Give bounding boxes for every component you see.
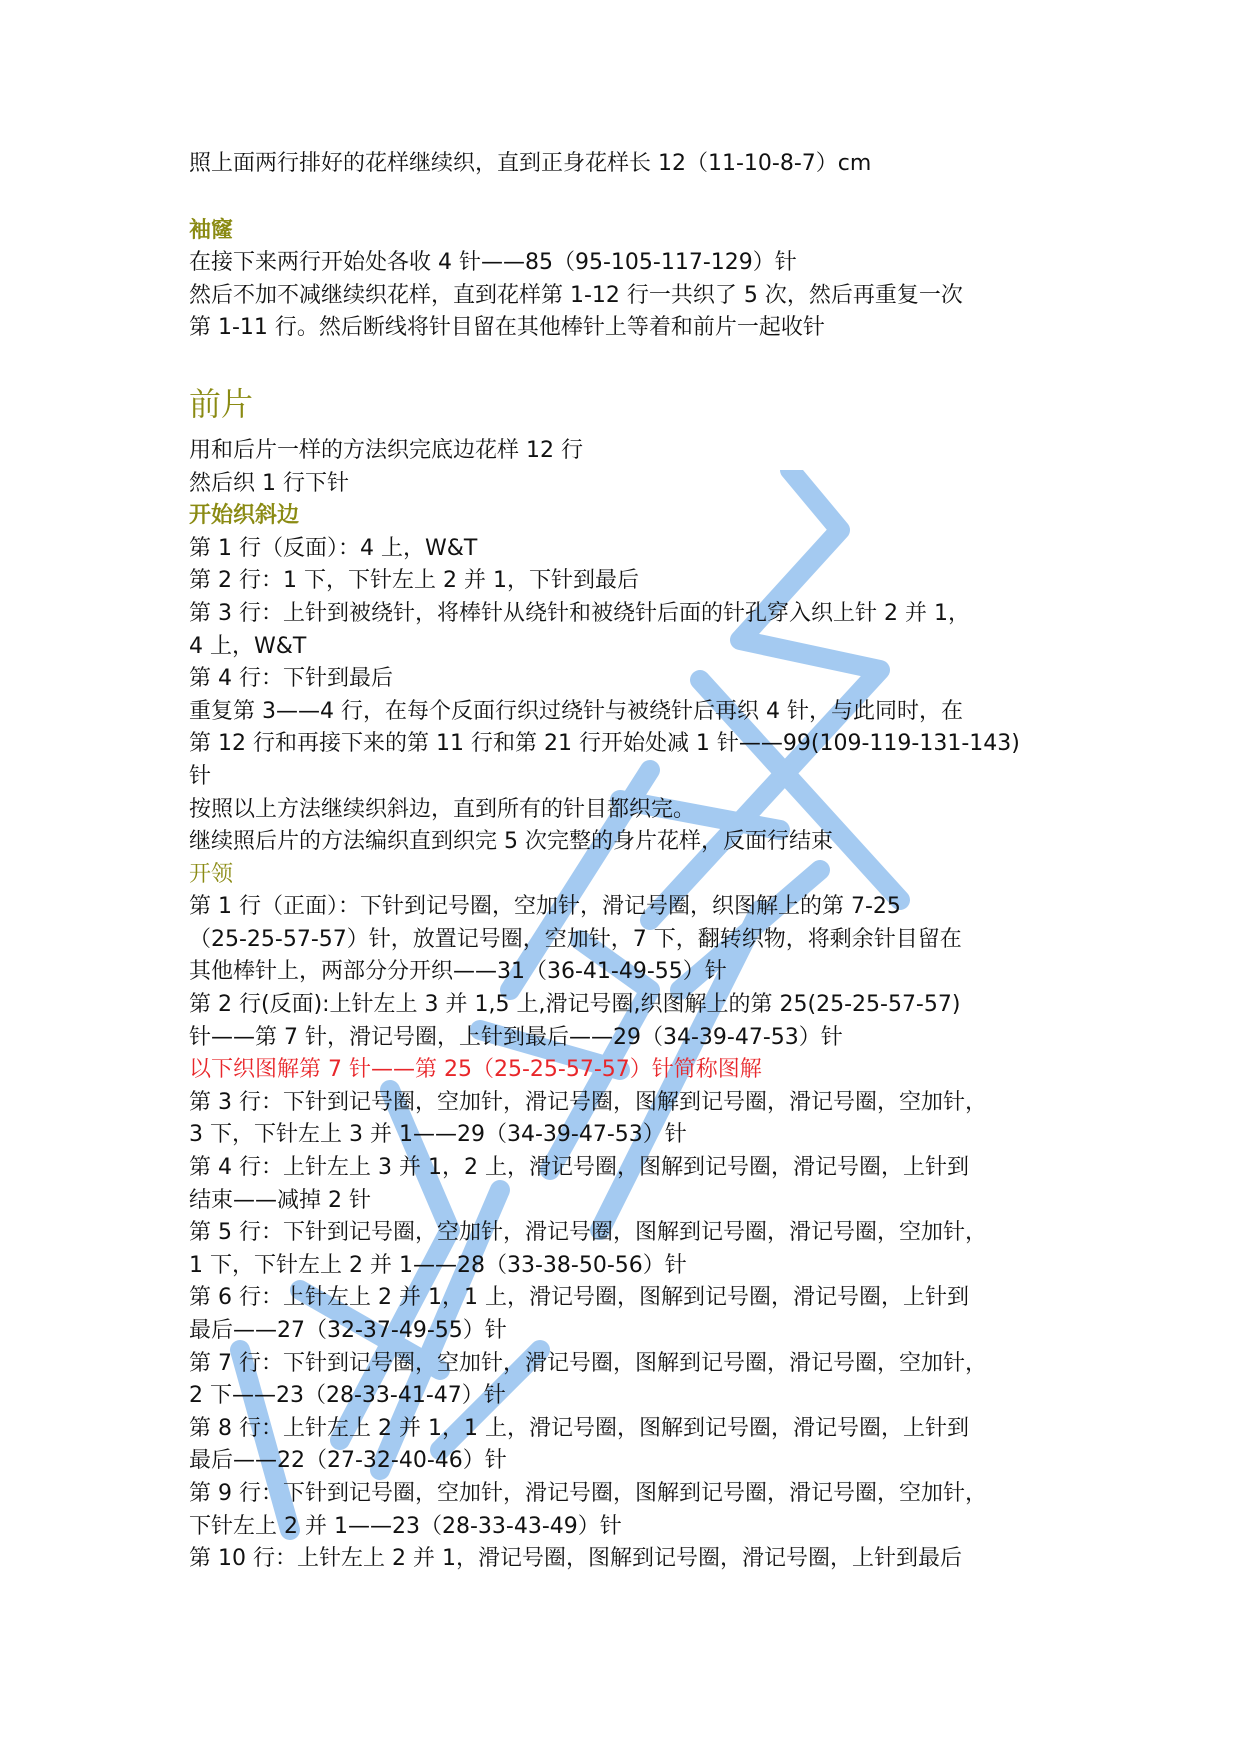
paragraph: 在接下来两行开始处各收 4 针——85（95-105-117-129）针 [189,250,797,276]
paragraph: 第 9 行：下针到记号圈，空加针，滑记号圈，图解到记号圈，滑记号圈，空加针， [189,1480,987,1506]
paragraph: 结束——减掉 2 针 [189,1187,371,1213]
paragraph: 按照以上方法继续织斜边，直到所有的针目都织完。 [189,796,696,822]
paragraph: 照上面两行排好的花样继续织，直到正身花样长 12（11-10-8-7）cm [189,151,872,176]
paragraph: 第 1-11 行。然后断线将针目留在其他棒针上等着和前片一起收针 [189,315,825,341]
section-heading-front: 前片 [189,384,254,423]
paragraph: 第 5 行：下针到记号圈，空加针，滑记号圈，图解到记号圈，滑记号圈，空加针， [189,1220,987,1246]
paragraph: 第 7 行：下针到记号圈，空加针，滑记号圈，图解到记号圈，滑记号圈，空加针， [189,1350,987,1376]
chart-note: 以下织图解第 7 针——第 25（25-25-57-57）针简称图解 [189,1057,762,1083]
paragraph: 2 下——23（28-33-41-47）针 [189,1383,506,1409]
paragraph: 第 1 行（正面）：下针到记号圈，空加针，滑记号圈，织图解上的第 7-25 [189,894,901,920]
paragraph: 第 3 行：下针到记号圈，空加针，滑记号圈，图解到记号圈，滑记号圈，空加针， [189,1089,987,1115]
paragraph: 第 2 行：1 下，下针左上 2 并 1，下针到最后 [189,568,639,594]
paragraph: 继续照后片的方法编织直到织完 5 次完整的身片花样，反面行结束 [189,829,833,855]
paragraph: 1 下，下针左上 2 并 1——28（33-38-50-56）针 [189,1252,687,1278]
paragraph: 重复第 3——4 行，在每个反面行织过绕针与被绕针后再织 4 针，与此同时，在 [189,698,963,724]
paragraph: 第 6 行：上针左上 2 并 1，1 上，滑记号圈，图解到记号圈，滑记号圈，上针到 [189,1285,969,1311]
paragraph: 针——第 7 针，滑记号圈，上针到最后——29（34-39-47-53）针 [189,1024,843,1050]
document-body [189,148,1069,1576]
paragraph: 其他棒针上，两部分分开织——31（36-41-49-55）针 [189,959,727,985]
section-heading-armhole: 袖窿 [189,217,234,243]
paragraph: 第 12 行和再接下来的第 11 行和第 21 行开始处减 1 针——99(109-119-131-143) [189,731,1020,757]
sub-heading-neck: 开领 [189,861,234,887]
paragraph: 第 4 行：上针左上 3 并 1，2 上，滑记号圈，图解到记号圈，滑记号圈，上针到 [189,1155,969,1181]
paragraph: 3 下，下针左上 3 并 1——29（34-39-47-53）针 [189,1122,687,1148]
paragraph: 用和后片一样的方法织完底边花样 12 行 [189,437,583,463]
paragraph: 针 [189,763,212,789]
paragraph: （25-25-57-57）针，放置记号圈，空加针，7 下，翻转织物，将剩余针目留在 [189,926,962,952]
paragraph: 第 2 行(反面):上针左上 3 并 1,5 上,滑记号圈,织图解上的第 25(25-25-57-57) [189,992,961,1018]
sub-heading-slant: 开始织斜边 [189,503,300,529]
paragraph: 然后不加不减继续织花样，直到花样第 1-12 行一共织了 5 次，然后再重复一次 [189,282,963,308]
paragraph: 下针左上 2 并 1——23（28-33-43-49）针 [189,1513,622,1539]
paragraph: 然后织 1 行下针 [189,470,349,496]
paragraph: 第 8 行：上针左上 2 并 1，1 上，滑记号圈，图解到记号圈，滑记号圈，上针到 [189,1415,969,1441]
paragraph: 4 上，W&T [189,633,307,659]
paragraph: 第 3 行：上针到被绕针，将棒针从绕针和被绕针后面的针孔穿入织上针 2 并 1， [189,600,970,626]
paragraph: 第 4 行：下针到最后 [189,666,393,692]
paragraph: 最后——22（27-32-40-46）针 [189,1448,507,1474]
paragraph: 第 10 行：上针左上 2 并 1，滑记号圈，图解到记号圈，滑记号圈，上针到最后 [189,1546,962,1572]
paragraph: 第 1 行（反面）：4 上，W&T [189,535,478,561]
paragraph: 最后——27（32-37-49-55）针 [189,1318,507,1343]
